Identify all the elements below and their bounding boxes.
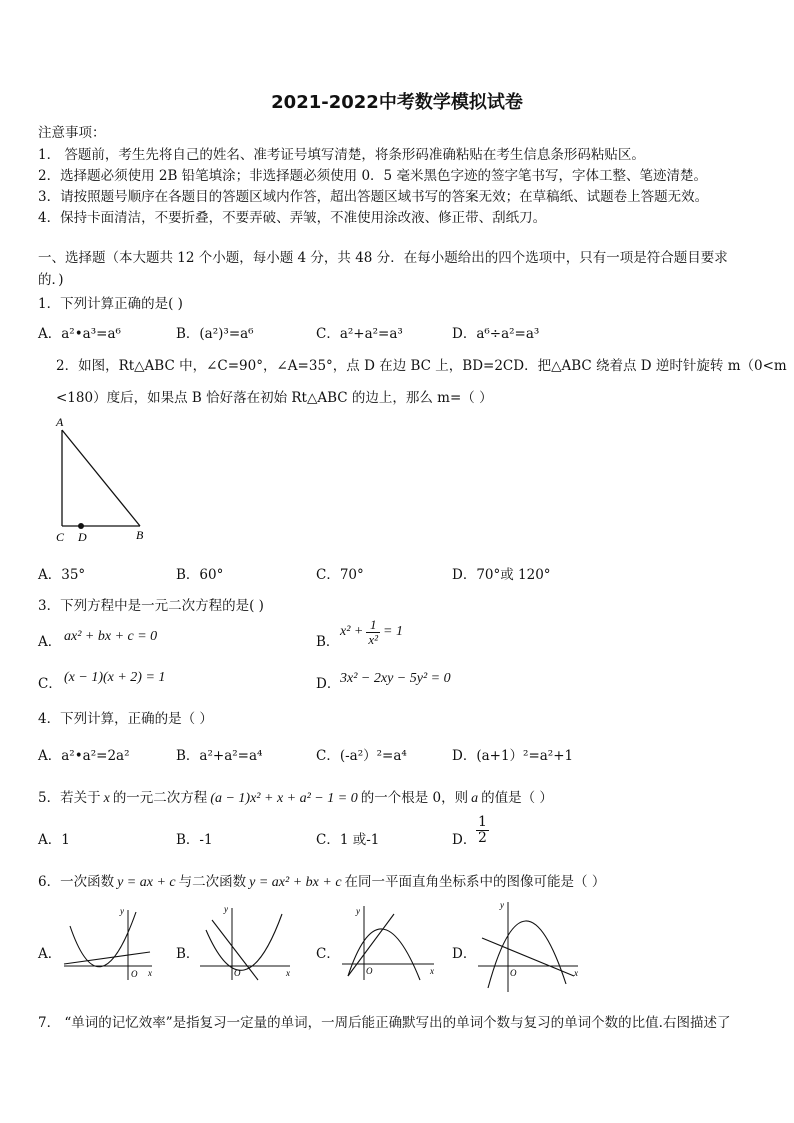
notice-item-1: 1． 答题前，考生先将自己的姓名、准考证号填写清楚，将条形码准确粘贴在考生信息条形码粘贴区。	[38, 147, 645, 163]
point-d	[78, 523, 84, 529]
q2-option-a: A．35°	[38, 567, 86, 583]
axis-x-label: x	[286, 968, 290, 978]
label-d: D	[78, 530, 87, 544]
q2-option-d: D．70°或 120°	[452, 567, 551, 583]
q1-option-a: A．a²•a³=a⁶	[38, 326, 121, 342]
q2-stem-line2: <180）度后，如果点 B 恰好落在初始 Rt△ABC 的边上，那么 m=（ ）	[56, 390, 493, 406]
q5-d-numerator: 1	[478, 814, 487, 830]
parabola	[488, 921, 566, 988]
line	[64, 952, 150, 964]
section-heading-line2: 的．)	[38, 272, 64, 288]
q6-option-b-label: B．	[176, 946, 200, 962]
q4-option-c: C．(-a²）²=a⁴	[316, 748, 407, 764]
page-title: 2021-2022中考数学模拟试卷	[271, 92, 523, 113]
label-a: A	[56, 415, 64, 429]
q1-stem: 1．下列计算正确的是( )	[38, 296, 183, 312]
q5-var-a: a	[471, 791, 479, 806]
line	[482, 938, 574, 976]
q6-stem	[38, 870, 605, 891]
q2-option-c: C．70°	[316, 567, 364, 583]
side-ab	[62, 430, 140, 526]
q4-option-d: D．(a+1）²=a²+1	[452, 748, 574, 764]
q6-quadratic-function: y = ax² + bx + c	[249, 875, 342, 890]
axis-y-label: y	[224, 904, 228, 914]
q6-option-d-label: D．	[452, 946, 477, 962]
q6-graph-b	[196, 902, 300, 984]
origin-label: O	[131, 969, 138, 979]
q5-stem-part2: 的一元二次方程	[112, 790, 208, 806]
q5-stem-part1: 5．若关于	[38, 790, 101, 806]
q2-triangle-figure	[48, 412, 158, 548]
q5-stem-part4: 的值是（ ）	[481, 790, 553, 806]
axis-y-label: y	[356, 906, 360, 916]
q3-b-numerator: 1	[366, 618, 380, 633]
q5-equation: (a − 1)x² + x + a² − 1 = 0	[210, 791, 358, 806]
axis-y-label: y	[120, 906, 124, 916]
q3-option-b-label: B．	[316, 634, 340, 650]
q5-stem	[38, 786, 553, 807]
section-heading-line1: 一、选择题（本大题共 12 个小题，每小题 4 分，共 48 分．在每小题给出的四个选项中，只有一项是符合题目要求	[38, 250, 728, 266]
q3-option-b-lead: x² +	[340, 624, 364, 640]
q3-option-b-fraction	[366, 618, 380, 646]
q5-stem-part3: 的一个根是 0，则	[360, 790, 469, 806]
q2-option-b: B．60°	[176, 567, 224, 583]
q4-option-b: B．a²+a²=a⁴	[176, 748, 263, 764]
origin-label: O	[366, 966, 373, 976]
origin-label: O	[234, 968, 241, 978]
q5-option-a: A．1	[38, 832, 70, 848]
q6-stem-part3: 在同一平面直角坐标系中的图像可能是（ ）	[344, 874, 606, 890]
axis-y-label: y	[500, 900, 504, 910]
q2-stem-line1: 2．如图，Rt△ABC 中，∠C=90°，∠A=35°，点 D 在边 BC 上，BD=2CD．把△ABC 绕着点 D 逆时针旋转 m（0<m	[56, 358, 787, 374]
q1-option-c: C．a²+a²=a³	[316, 326, 403, 342]
q5-option-d-fraction	[476, 815, 489, 845]
notice-item-2: 2．选择题必须使用 2B 铅笔填涂；非选择题必须使用 0．5 毫米黑色字迹的签字笔书写，字体工整、笔迹清楚。	[38, 168, 707, 184]
q3-b-denominator: x²	[368, 631, 379, 647]
q5-option-c: C．1 或-1	[316, 832, 380, 848]
q5-d-denominator: 2	[478, 829, 487, 846]
notice-heading: 注意事项：	[38, 125, 106, 141]
q3-option-d-expr: 3x² − 2xy − 5y² = 0	[340, 671, 451, 686]
q3-option-b-expr	[340, 618, 403, 646]
q5-option-b: B．-1	[176, 832, 213, 848]
label-b: B	[136, 528, 144, 542]
q3-option-a-label: A．	[38, 634, 62, 650]
q3-option-d-label: D．	[316, 676, 341, 692]
q6-linear-function: y = ax + c	[117, 875, 176, 890]
axis-x-label: x	[148, 968, 152, 978]
q6-graph-a	[60, 904, 160, 984]
notice-item-4: 4．保持卡面清洁，不要折叠，不要弄破、弄皱，不准使用涂改液、修正带、刮纸刀。	[38, 210, 547, 226]
q4-stem: 4．下列计算，正确的是（ ）	[38, 711, 213, 727]
parabola	[348, 929, 420, 980]
q3-option-a-expr: ax² + bx + c = 0	[64, 629, 158, 644]
q3-option-c-expr: (x − 1)(x + 2) = 1	[64, 670, 166, 685]
q5-option-d-label: D．	[452, 832, 477, 848]
q6-graph-c	[338, 900, 442, 986]
q4-option-a: A．a²•a²=2a²	[38, 748, 130, 764]
q1-option-b: B．(a²)³=a⁶	[176, 326, 254, 342]
q1-option-d: D．a⁶÷a²=a³	[452, 326, 540, 342]
label-c: C	[56, 530, 65, 544]
q6-stem-part1: 6．一次函数	[38, 874, 115, 890]
q3-stem: 3．下列方程中是一元二次方程的是( )	[38, 598, 264, 614]
q3-option-b-tail: = 1	[383, 624, 403, 640]
axis-x-label: x	[574, 968, 578, 978]
q7-stem-line1: 7． “单词的记忆效率”是指复习一定量的单词，一周后能正确默写出的单词个数与复习的单词个数的比值.右图描述了	[38, 1015, 731, 1031]
q6-option-a-label: A．	[38, 946, 62, 962]
q6-stem-part2: 与二次函数	[178, 874, 247, 890]
axis-x-label: x	[430, 966, 434, 976]
q6-graph-d	[474, 896, 586, 996]
origin-label: O	[510, 968, 517, 978]
q5-var-x: x	[103, 791, 110, 806]
q6-option-c-label: C．	[316, 946, 340, 962]
q3-option-c-label: C．	[38, 676, 62, 692]
notice-item-3: 3．请按照题号顺序在各题目的答题区域内作答，超出答题区域书写的答案无效；在草稿纸、试题卷上答题无效。	[38, 189, 709, 205]
